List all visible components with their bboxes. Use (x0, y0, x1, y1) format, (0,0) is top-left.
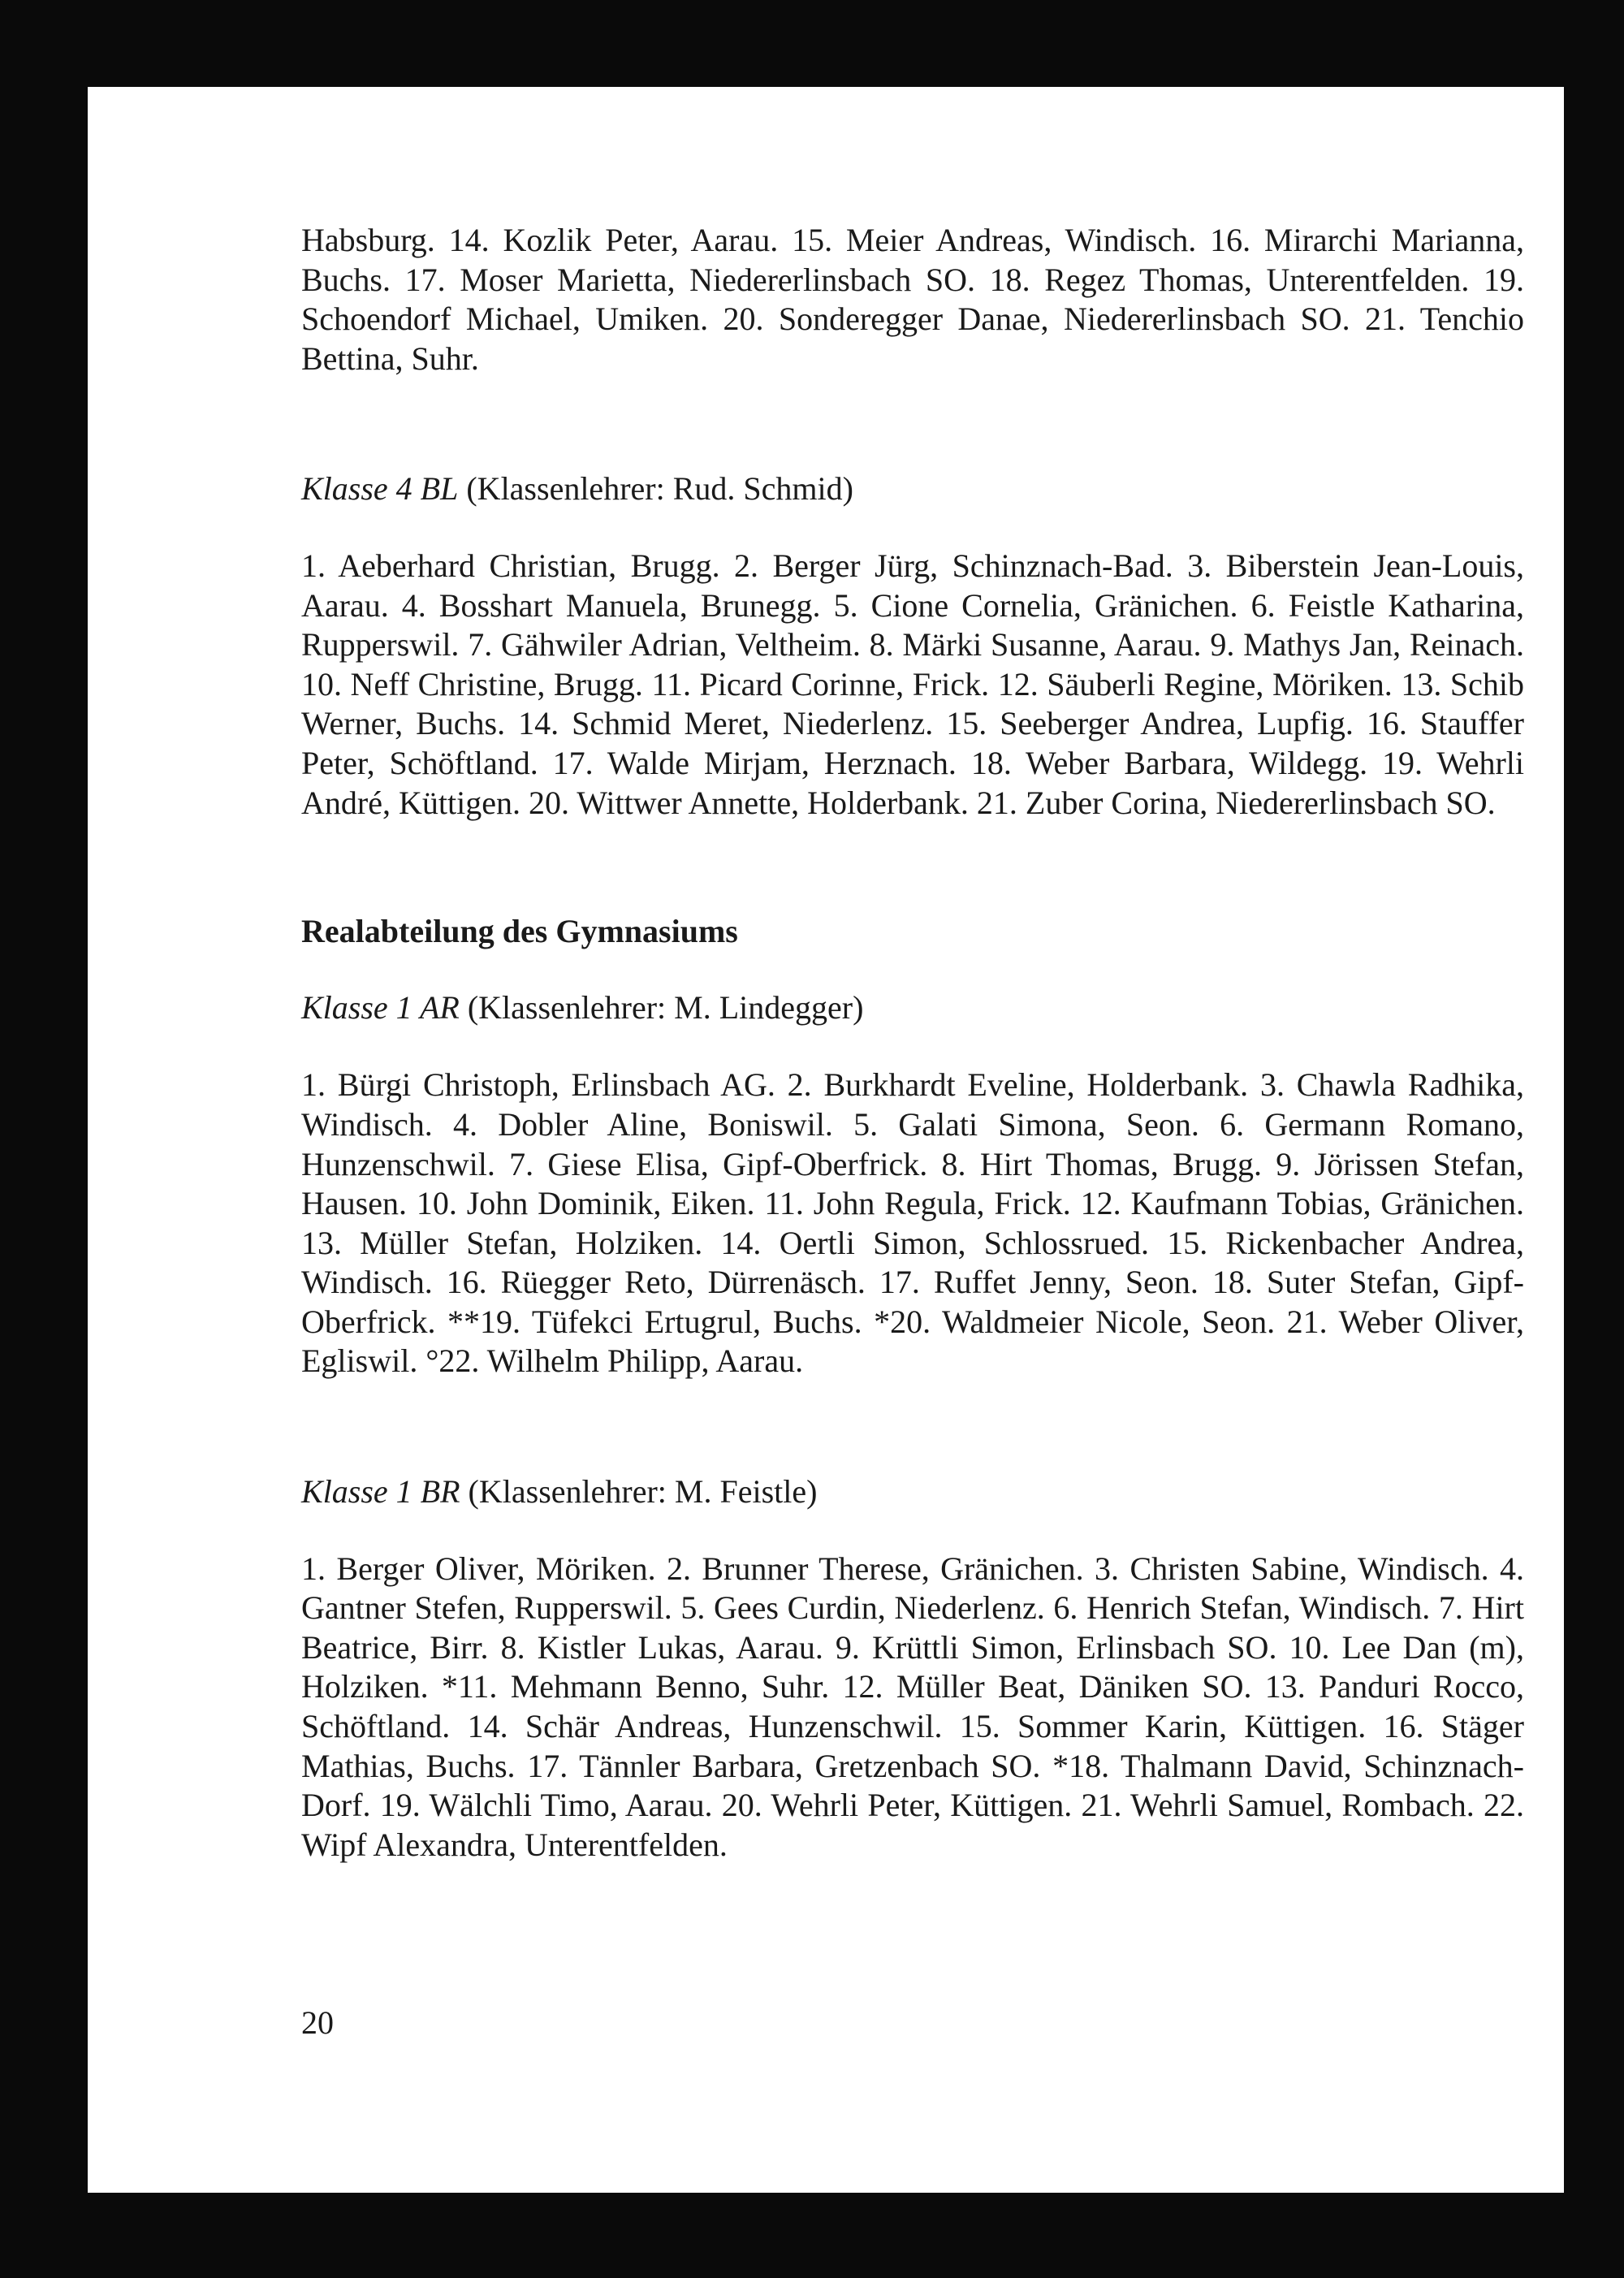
class-1br-label: Klasse 1 BR (301, 1473, 460, 1511)
section-title: Realabteilung des Gymnasiums (301, 913, 738, 950)
class-1br-teacher: (Klassenlehrer: M. Feistle) (468, 1473, 818, 1511)
class-1ar-students: 1. Bürgi Christoph, Erlinsbach AG. 2. Burkhardt Eveline, Holderbank. 3. Chawla Radhika, Windisch. 4. Dobler Aline, Boniswil. 5. Galati Simona, Seon. 6. Germann Romano, Hunzenschwil. 7. Giese Elisa, Gipf-Oberfrick. 8. Hirt Thomas, Brugg. 9. Jörissen Stefan, Hausen. 10. John Dominik, Eiken. 11. John Regula, Frick. 12. Kaufmann Tobias, Gränichen. 13. Müller Stefan, Holziken. 14. Oertli Simon, Schlossrued. 15. Rickenbacher Andrea, Windisch. 16. Rüegger Reto, Dürrenäsch. 17. Ruffet Jenny, Seon. 18. Suter Stefan, Gipf-Oberfrick. **19. Tüfekci Ertugrul, Buchs. *20. Waldmeier Nicole, Seon. 21. Weber Oliver, Egliswil. °22. Wilhelm Philipp, Aarau. (301, 1066, 1524, 1380)
class-1br-students: 1. Berger Oliver, Möriken. 2. Brunner Therese, Gränichen. 3. Christen Sabine, Windisch. 4. Gantner Stefen, Rupperswil. 5. Gees Curdin, Niederlenz. 6. Henrich Stefan, Windisch. 7. Hirt Beatrice, Birr. 8. Kistler Lukas, Aarau. 9. Krüttli Simon, Erlinsbach SO. 10. Lee Dan (m), Holziken. *11. Mehmann Benno, Suhr. 12. Müller Beat, Däniken SO. 13. Panduri Rocco, Schöftland. 14. Schär Andreas, Hunzenschwil. 15. Sommer Karin, Küttigen. 16. Stäger Mathias, Buchs. 17. Tännler Barbara, Gretzenbach SO. *18. Thalmann David, Schinznach-Dorf. 19. Wälchli Timo, Aarau. 20. Wehrli Peter, Küttigen. 21. Wehrli Samuel, Rombach. 22. Wipf Alexandra, Unterentfelden. (301, 1550, 1524, 1863)
class-4bl-label: Klasse 4 BL (301, 470, 459, 508)
continued-student-list: Habsburg. 14. Kozlik Peter, Aarau. 15. Meier Andreas, Windisch. 16. Mirarchi Marianna, Buchs. 17. Moser Marietta, Niedererlinsbach SO. 18. Regez Thomas, Unterentfelden. 19. Schoendorf Michael, Umiken. 20. Sonderegger Danae, Niedererlinsbach SO. 21. Tenchio Bettina, Suhr. (301, 222, 1524, 377)
class-4bl-heading (301, 469, 1524, 509)
page-number: 20 (301, 2004, 334, 2041)
class-1ar-teacher: (Klassenlehrer: M. Lindegger) (467, 988, 864, 1026)
class-1br-heading (301, 1472, 1524, 1512)
page-content (301, 221, 1524, 1865)
class-4bl-teacher: (Klassenlehrer: Rud. Schmid) (466, 470, 853, 508)
class-1ar-label: Klasse 1 AR (301, 988, 460, 1026)
document-page (88, 87, 1564, 2193)
class-4bl-students: 1. Aeberhard Christian, Brugg. 2. Berger Jürg, Schinznach-Bad. 3. Biberstein Jean-Louis, Aarau. 4. Bosshart Manuela, Brunegg. 5. Cione Cornelia, Gränichen. 6. Feistle Katharina, Rupperswil. 7. Gähwiler Adrian, Veltheim. 8. Märki Susanne, Aarau. 9. Mathys Jan, Reinach. 10. Neff Christine, Brugg. 11. Picard Corinne, Frick. 12. Säuberli Regine, Möriken. 13. Schib Werner, Buchs. 14. Schmid Meret, Niederlenz. 15. Seeberger Andrea, Lupfig. 16. Stauffer Peter, Schöftland. 17. Walde Mirjam, Herznach. 18. Weber Barbara, Wildegg. 19. Wehrli André, Küttigen. 20. Wittwer Annette, Holderbank. 21. Zuber Corina, Niedererlinsbach SO. (301, 547, 1524, 821)
class-1ar-heading (301, 988, 1524, 1028)
